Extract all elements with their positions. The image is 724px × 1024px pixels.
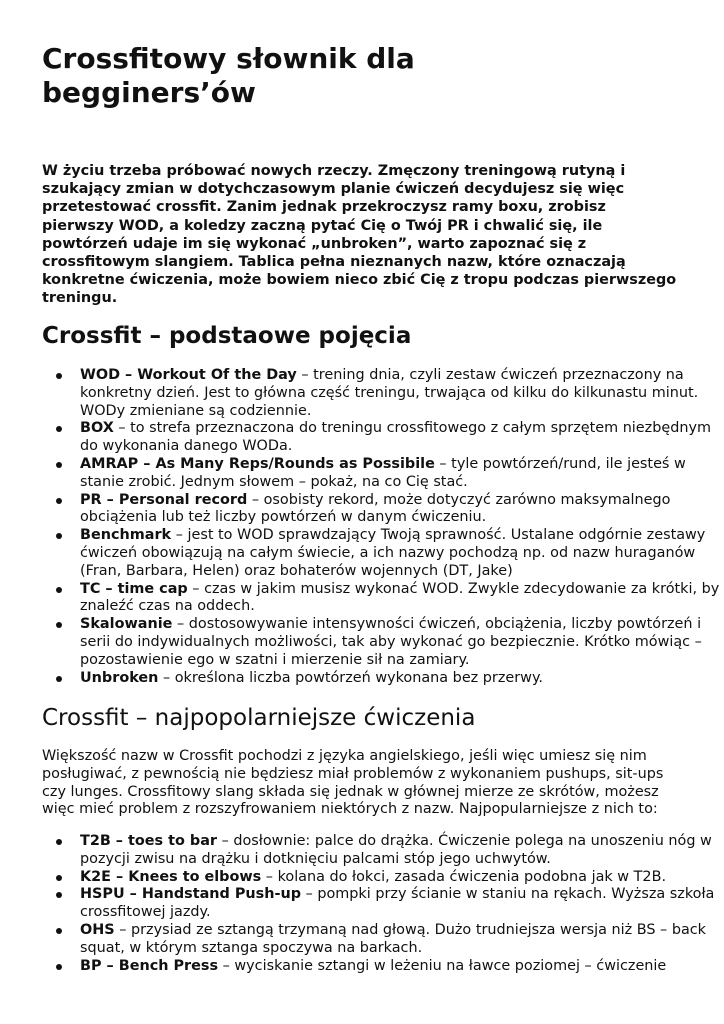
term: OHS (80, 921, 115, 938)
term-description: – kolana do łokci, zasada ćwiczenia podobna jak w T2B. (261, 868, 667, 885)
term-description: – tyle powtórzeń/rund, ile jesteś w stanie zrobić. Jednym słowem – pokaż, na co Cię stać. (80, 455, 686, 490)
list-item (80, 367, 722, 420)
term-description: – to strefa przeznaczona do treningu crossfitowego z całym sprzętem niezbędnym do wykonania danego WODa. (80, 420, 711, 455)
term-description: – przysiad ze sztangą trzymaną nad głową. Dużo trudniejsza wersja niż BS – back squat, w którym sztanga spoczywa na barkach. (80, 921, 707, 956)
list-item (80, 456, 722, 492)
term: HSPU – Handstand Push-up (80, 886, 301, 903)
exercises-paragraph: Większość nazw w Crossfit pochodzi z języka angielskiego, jeśli więc umiesz się nim posługiwać, z pewnością nie będziesz miał problemów z wykonaniem pushups, sit-ups czy lunges. Crossfitowy slang składa się jednak w głównej mierze ze skrótów, możesz więc mieć problem z rozszyfrowaniem niektórych z nazw. Najpopularniejsze z nich to: (42, 748, 664, 818)
list-item (80, 581, 722, 617)
term: BOX (80, 420, 114, 437)
term-description: – dostosowywanie intensywności ćwiczeń, obciążenia, liczby powtórzeń i serii do indywidualnych możliwości, tak aby wykonać go bezpiecznie. Krótko mówiąc – pozostawienie ego w szatni i mierzenie sił na zamiary. (80, 616, 702, 668)
list-item (80, 492, 722, 528)
term: Unbroken (80, 669, 159, 686)
basic-terms-list (42, 367, 722, 687)
exercises-list (42, 833, 722, 975)
term-description: – określona liczba powtórzeń wykonana bez przerwy. (158, 669, 543, 686)
term-description: – wyciskanie sztangi w leżeniu na ławce poziomej – ćwiczenie (218, 957, 667, 974)
term-description: – czas w jakim musisz wykonać WOD. Zwykle zdecydowanie za krótki, by znaleźć czas na oddech. (80, 580, 720, 615)
term: TC – time cap (80, 580, 188, 597)
list-item (80, 616, 722, 669)
page-title: Crossfitowy słownik dla begginers’ów (42, 42, 415, 109)
term: BP – Bench Press (80, 957, 219, 974)
list-item (80, 420, 722, 456)
list-item (80, 833, 722, 869)
term-description: – osobisty rekord, może dotyczyć zarówno maksymalnego obciążenia lub też liczby powtórzeń w danym ćwiczeniu. (80, 491, 671, 526)
term-description: – pompki przy ścianie w staniu na rękach. Wyższa szkoła crossfitowej jazdy. (80, 886, 715, 921)
term: Skalowanie (80, 616, 173, 633)
term: PR – Personal record (80, 491, 248, 508)
list-item (80, 958, 722, 976)
list-item (80, 886, 722, 922)
list-item (80, 670, 722, 688)
section-heading-exercises: Crossfit – najpopolarniejsze ćwiczenia (42, 705, 476, 731)
section-heading-basics: Crossfit – podstaowe pojęcia (42, 323, 412, 349)
list-item (80, 869, 722, 887)
term-description: – jest to WOD sprawdzający Twoją sprawność. Ustalane odgórnie zestawy ćwiczeń obowiązują na całym świecie, a ich nazwy pochodzą np. od nazw huraganów (Fran, Barbara, Helen) oraz bohaterów wojennych (DT, Jake) (80, 527, 706, 579)
term: Benchmark (80, 527, 172, 544)
list-item (80, 922, 722, 958)
list-item (80, 527, 722, 580)
term-description: – dosłownie: palce do drążka. Ćwiczenie polega na unoszeniu nóg w pozycji zwisu na drążku i dotknięciu palcami stóp jego uchwytów. (80, 833, 712, 867)
term: K2E – Knees to elbows (80, 868, 262, 885)
term-description: – trening dnia, czyli zestaw ćwiczeń przeznaczony na konkretny dzień. Jest to główna część treningu, trwająca od kilku do kilkunastu minut. WODy zmieniane są codziennie. (80, 367, 699, 419)
term: AMRAP – As Many Reps/Rounds as Possibile (80, 455, 435, 472)
term: T2B – toes to bar (80, 833, 217, 849)
intro-paragraph: W życiu trzeba próbować nowych rzeczy. Zmęczony treningową rutyną i szukający zmian w dotychczasowym planie ćwiczeń decydujesz się więc przetestować crossfit. Zanim jednak przekroczysz ramy boxu, zrobisz pierwszy WOD, a koledzy zaczną pytać Cię o Twój PR i chwalić się, ile powtórzeń udaje im się wykonać „unbroken”, warto zapoznać się z crossfitowym slangiem. Tablica pełna nieznanych nazw, które oznaczają konkretne ćwiczenia, może bowiem nieco zbić Cię z tropu podczas pierwszego treningu. (42, 163, 677, 307)
term: WOD – Workout Of the Day (80, 367, 297, 383)
